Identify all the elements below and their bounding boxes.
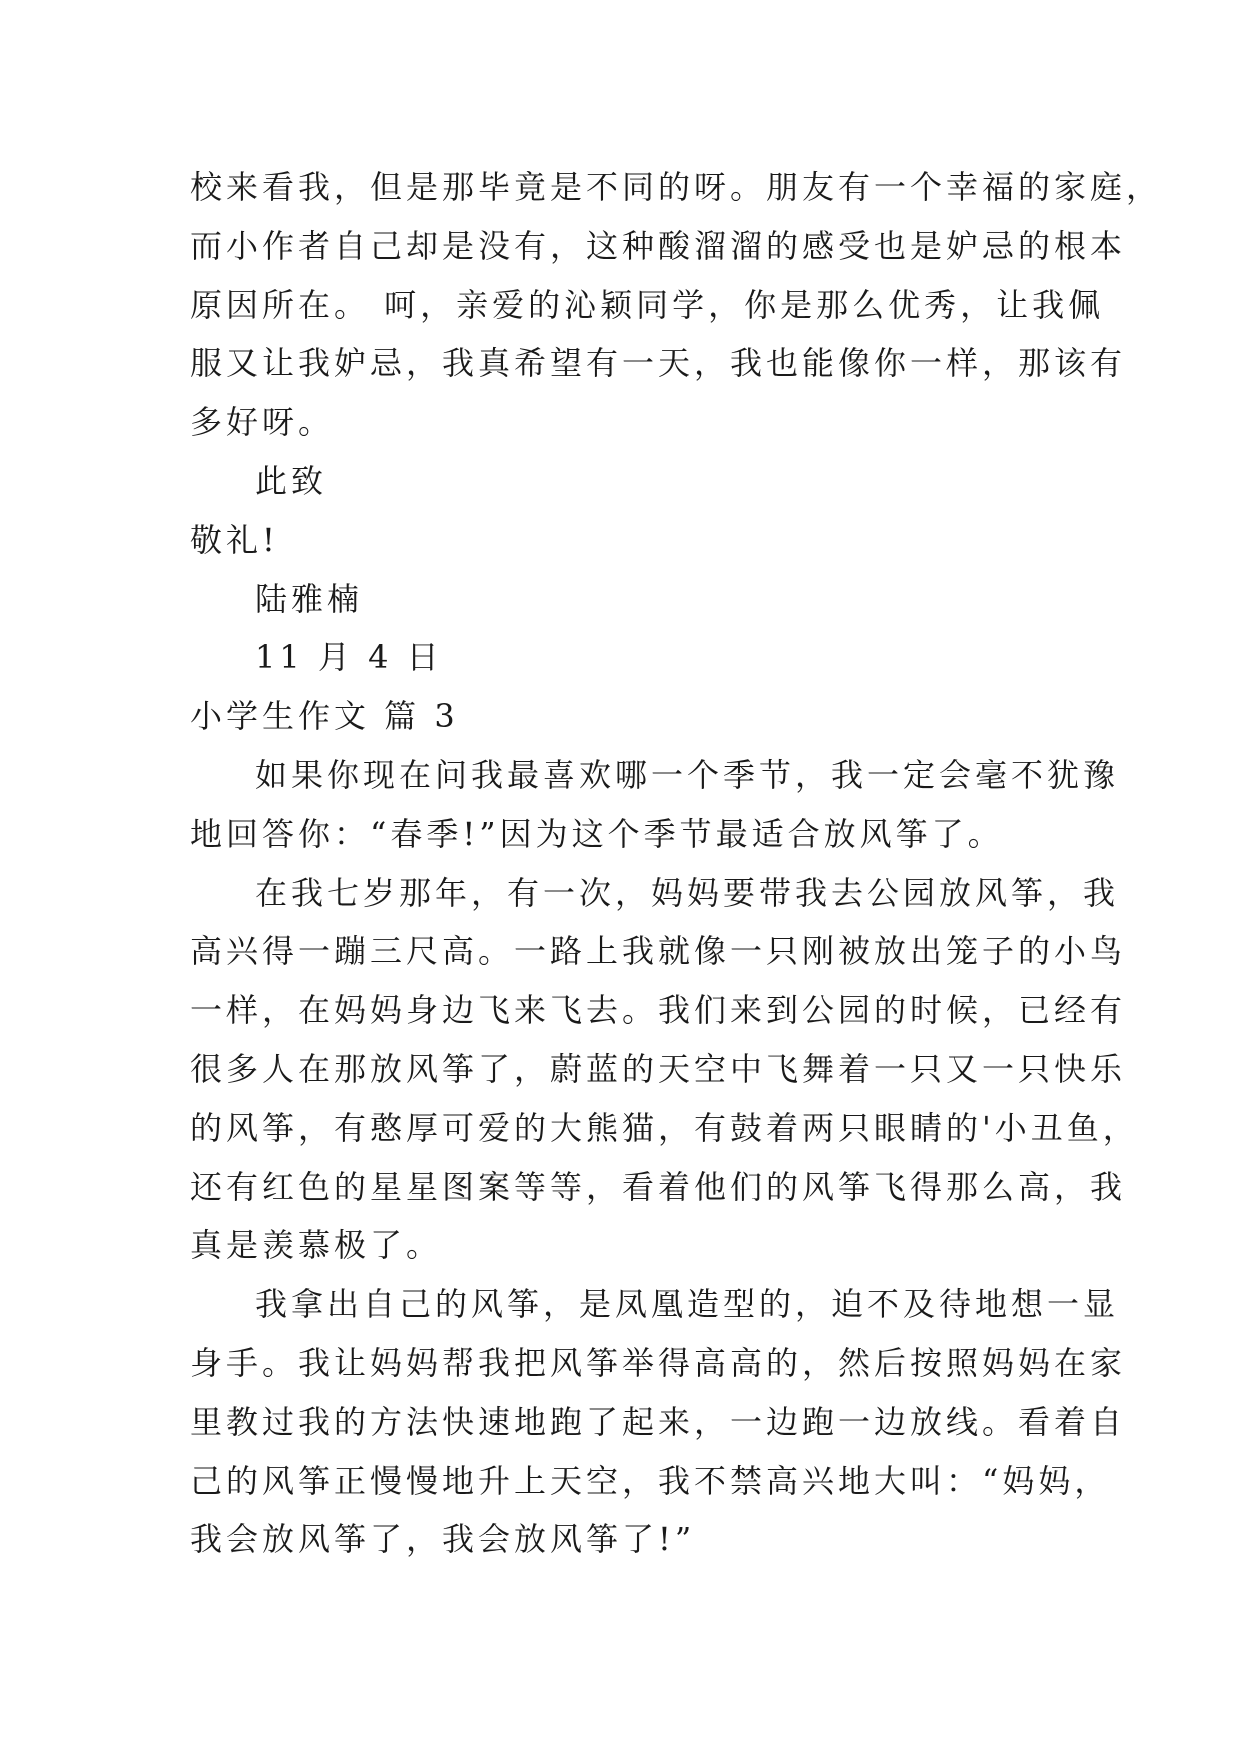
- text-line: 还有红色的星星图案等等，看着他们的风筝飞得那么高，我: [190, 1167, 1127, 1206]
- text-line: 多好呀。: [190, 403, 335, 442]
- text-line: 此致: [255, 461, 328, 500]
- text-line: 敬礼!: [190, 520, 279, 559]
- text-line: 己的风筝正慢慢地升上天空，我不禁高兴地大叫：“妈妈，: [190, 1461, 1111, 1500]
- text-line: 小学生作文 篇 3: [190, 697, 459, 736]
- text-line: 真是羡慕极了。: [190, 1226, 443, 1265]
- text-line: 陆雅楠: [255, 579, 364, 618]
- text-line: 我拿出自己的风筝，是凤凰造型的，迫不及待地想一显: [255, 1285, 1120, 1324]
- text-line: 里教过我的方法快速地跑了起来，一边跑一边放线。看着自: [190, 1402, 1127, 1441]
- text-line: 11 月 4 日: [255, 638, 443, 677]
- text-line: 的风筝，有憨厚可爱的大熊猫，有鼓着两只眼睛的'小丑鱼，: [190, 1108, 1139, 1147]
- text-line: 而小作者自己却是没有，这种酸溜溜的感受也是妒忌的根本: [190, 226, 1127, 265]
- text-line: 校来看我，但是那毕竟是不同的呀。朋友有一个幸福的家庭，: [190, 168, 1163, 206]
- text-line: 服又让我妒忌，我真希望有一天，我也能像你一样，那该有: [190, 344, 1127, 383]
- document-body: [190, 158, 1163, 1569]
- text-line: 很多人在那放风筝了，蔚蓝的天空中飞舞着一只又一只快乐: [190, 1049, 1127, 1088]
- text-line: 身手。我让妈妈帮我把风筝举得高高的，然后按照妈妈在家: [190, 1343, 1127, 1382]
- text-line: 在我七岁那年，有一次，妈妈要带我去公园放风筝，我: [255, 873, 1120, 912]
- text-line: 一样，在妈妈身边飞来飞去。我们来到公园的时候，已经有: [190, 991, 1127, 1030]
- text-line: 我会放风筝了，我会放风筝了!”: [190, 1520, 696, 1559]
- text-line: 高兴得一蹦三尺高。一路上我就像一只刚被放出笼子的小鸟: [190, 932, 1127, 971]
- text-line: 如果你现在问我最喜欢哪一个季节，我一定会毫不犹豫: [255, 755, 1120, 794]
- text-line: 原因所在。 呵，亲爱的沁颖同学，你是那么优秀，让我佩: [190, 285, 1105, 324]
- text-line: 地回答你：“春季!”因为这个季节最适合放风筝了。: [190, 814, 1004, 853]
